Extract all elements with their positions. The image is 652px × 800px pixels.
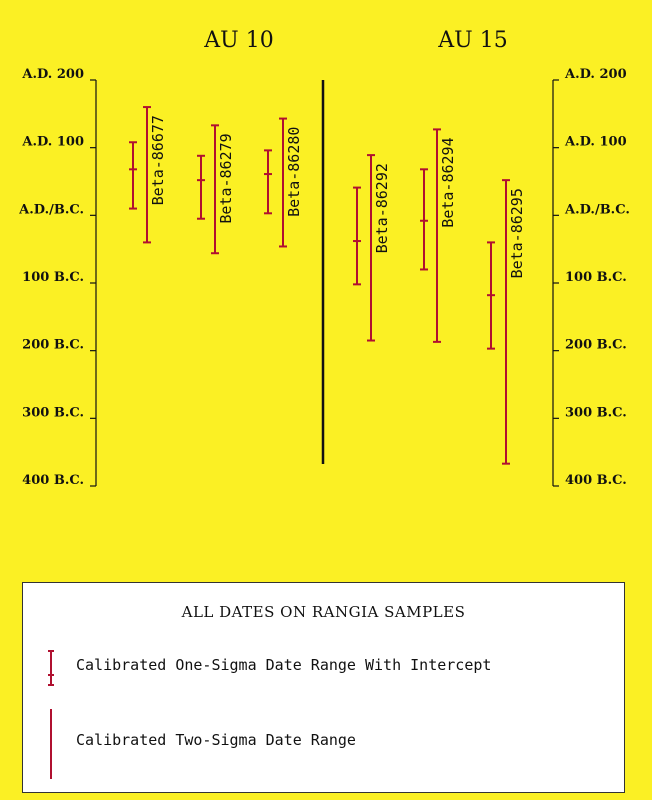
sample-label: Beta-86280 xyxy=(285,126,303,217)
sample-label: Beta-86677 xyxy=(149,115,167,206)
group-title: AU 10 xyxy=(204,28,274,53)
two-sigma-legend-label: Calibrated Two-Sigma Date Range xyxy=(76,731,356,749)
right-tick-label: 300 B.C. xyxy=(565,405,627,421)
right-tick-label: A.D./B.C. xyxy=(565,202,630,218)
left-tick-label: A.D./B.C. xyxy=(19,202,84,218)
sample-label: Beta-86294 xyxy=(439,137,457,228)
one-sigma-legend-label: Calibrated One-Sigma Date Range With Intercept xyxy=(76,656,492,674)
legend-title: ALL DATES ON RANGIA SAMPLES xyxy=(181,603,466,621)
group-title: AU 15 xyxy=(438,28,508,53)
left-tick-label: 100 B.C. xyxy=(22,270,84,285)
sample-label: Beta-86279 xyxy=(217,133,235,224)
left-tick-label: 200 B.C. xyxy=(22,337,84,353)
right-tick-label: 100 B.C. xyxy=(565,270,627,285)
right-tick-label: 200 B.C. xyxy=(565,337,627,353)
left-tick-label: 400 B.C. xyxy=(22,473,84,488)
left-tick-label: 300 B.C. xyxy=(22,405,84,421)
right-tick-label: A.D. 100 xyxy=(565,134,627,150)
one-sigma-legend-icon xyxy=(43,648,59,688)
legend xyxy=(22,582,625,793)
left-tick-label: A.D. 100 xyxy=(22,134,84,150)
left-tick-label: A.D. 200 xyxy=(22,67,84,82)
two-sigma-legend-icon xyxy=(43,707,59,781)
sample-label: Beta-86292 xyxy=(373,163,391,254)
right-tick-label: 400 B.C. xyxy=(565,473,627,488)
sample-label: Beta-86295 xyxy=(508,188,526,279)
right-tick-label: A.D. 200 xyxy=(565,67,627,82)
